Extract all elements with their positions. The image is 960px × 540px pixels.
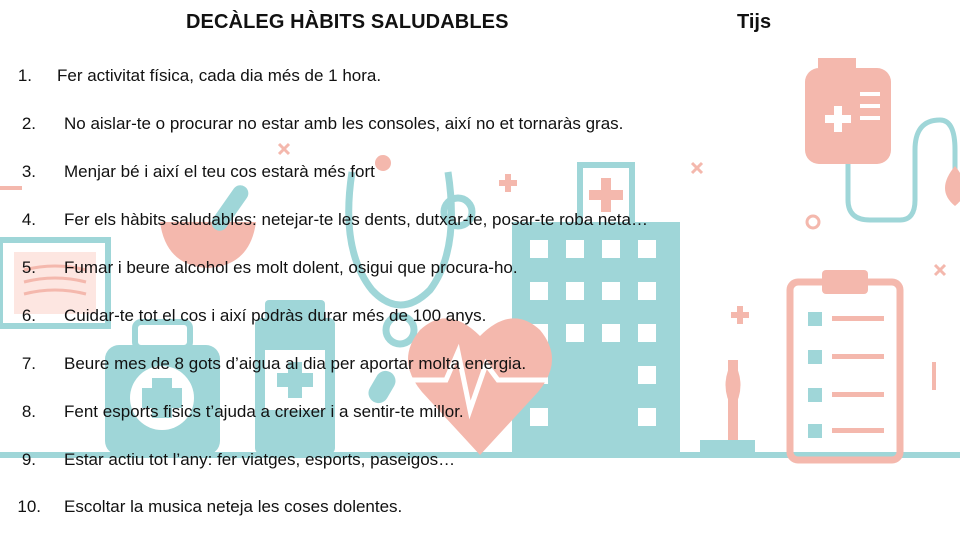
list-item-text: Beure mes de 8 gots d’aigua al dia per aportar molta energia. [64,354,527,373]
slide-author: Tijs [737,11,772,33]
list-item-text: No aislar-te o procurar no estar amb les consoles, així no et tornaràs gras. [64,114,624,133]
list-item-number: 3. [21,162,36,181]
clipboard-icon [790,270,900,460]
list-item-text: Fer activitat física, cada dia més de 1 hora. [57,66,382,85]
list-item-number: 10. [17,497,41,516]
list-item-text: Fumar i beure alcohol es molt dolent, osigui que procura-ho. [64,258,518,277]
slide-title: DECÀLEG HÀBITS SALUDABLES [186,11,509,33]
hospital-building-icon [512,165,680,456]
first-aid-kit-icon [105,322,220,455]
list-item-text: Fer els hàbits saludables: netejar-te les dents, dutxar-te, posar-te roba neta… [64,210,648,229]
list-item-number: 6. [21,306,36,325]
list-item-text: Menjar bé i així el teu cos estarà més fort [64,162,375,181]
list-item-text: Cuidar-te tot el cos i així podràs durar més de 100 anys. [64,306,487,325]
list-item-number: 9. [21,450,36,469]
list-item-text: Estar actiu tot l’any: fer viatges, esports, paseigos… [64,450,456,469]
decorative-circle [375,155,391,171]
list-item-text: Fent esports fisics t’ajuda a creixer i a sentir-te millor. [64,402,464,421]
list-item-number: 2. [21,114,36,133]
decorative-circle [807,216,819,228]
list-item-number: 7. [21,354,36,373]
list-item-number: 1. [17,66,32,85]
iv-bag-icon [805,58,960,220]
list-item-number: 5. [21,258,36,277]
list-item-text: Escoltar la musica neteja les coses dolentes. [64,497,403,516]
syringe-icon [700,360,755,458]
list-item-number: 4. [21,210,36,229]
list-item-number: 8. [21,402,36,421]
